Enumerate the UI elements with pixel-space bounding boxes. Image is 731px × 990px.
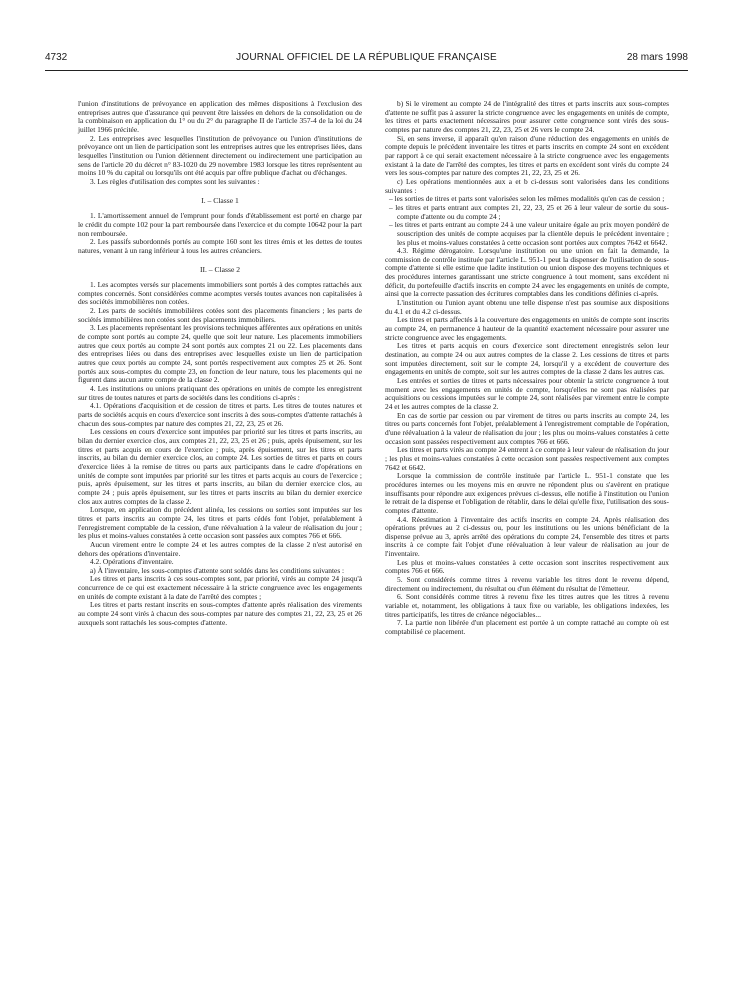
paragraph: 1. L'amortissement annuel de l'emprunt pour fonds d'établissement est porté en charge par le crédit du compte 102 pour la part remboursée dans l'exercice et du compte 10642 pour la part non remboursée. <box>78 211 362 238</box>
paragraph: 3. Les règles d'utilisation des comptes sont les suivantes : <box>90 176 260 186</box>
paragraph: 3. Les placements représentant les provisions techniques afférentes aux opérations en unités de compte sont portés au compte 24, quelle que soit leur nature. Les placements immobiliers autres que ceux portés au compte 24 sont portés aux comptes 21 ou 22. Les placements dans des entreprises liées ou dans des entreprises avec lesquelles existe un lien de participation autres que ceux portés au compte 24, sont portés respectivement aux comptes 25 et 26. Sont portés aux sous-comptes du compte 23, en fonction de leur nature, tous les placements qui ne figurent dans aucun autre compte de la classe 2. <box>78 323 362 385</box>
section-heading: II. – Classe 2 <box>199 264 241 274</box>
paragraph: b) Si le virement au compte 24 de l'intégralité des titres et parts inscrits aux sous-comptes d'attente ne suffit pas à assurer la stricte congruence avec les engagements en unités de compte, les titres et parts exactement nécessaires pour assurer cette congruence sont virés des sous-comptes par nature des comptes 21, 22, 23, 25 et 26 vers le compte 24. <box>385 99 669 134</box>
paragraph: Lorsque la commission de contrôle instituée par l'article L. 951-1 constate que les procédures internes ou les moyens mis en œuvre ne répondent plus ou s'avèrent en pratique insuffisants pour répondre aux exigences prévues ci-dessus, elle notifie à l'institution ou l'union le retrait de la dispense et l'obligation de rétablir, dans le délai qu'elle fixe, l'utilisation des sous-comptes d'attente. <box>385 471 669 515</box>
section-heading: I. – Classe 1 <box>201 195 239 205</box>
paragraph: 5. Sont considérés comme titres à revenu variable les titres dont le revenu dépend, directement ou indirectement, du résultat ou d'un élément du résultat de l'émetteur. <box>385 575 669 593</box>
journal-title: JOURNAL OFFICIEL DE LA RÉPUBLIQUE FRANÇAISE <box>236 52 497 63</box>
paragraph: Les titres et parts virés au compte 24 entrent à ce compte à leur valeur de réalisation du jour ; les plus et moins-values constatées à cette occasion sont passées respectivement aux comptes 7642 et 6642. <box>385 445 669 472</box>
paragraph: En cas de sortie par cession ou par virement de titres ou parts inscrits au compte 24, les titres ou parts concernés font l'objet, préalablement à l'enregistrement comptable de l'opération, d'une réévaluation à la valeur de réalisation du jour ; les plus ou moins-values constatées à cette occasion sont passées respectivement aux comptes 766 et 666. <box>385 410 669 446</box>
issue-date: 28 mars 1998 <box>626 52 688 63</box>
paragraph: 2. Les passifs subordonnés portés au compte 160 sont les titres émis et les dettes de toutes natures, venant à un rang inférieur à tous les autres créanciers. <box>78 237 362 255</box>
paragraph: 6. Sont considérés comme titres à revenu fixe les titres autres que les titres à revenu variable et, notamment, les obligations à taux fixe ou variable, les obligations indexées, les titres participatifs, les titres de créance négociables... <box>385 592 669 619</box>
paragraph: 4.1. Opérations d'acquisition et de cession de titres et parts. Les titres de toutes natures et parts de sociétés acquis en cours d'exercice sont inscrits à des sous-comptes d'attente rattachés à chacun des sous-comptes par nature des comptes 21, 22, 23, 25 et 26. <box>78 401 362 428</box>
paragraph: Les entrées et sorties de titres et parts nécessaires pour obtenir la stricte congruence à tout moment avec les engagements en unités de compte, lorsqu'elles ne sont pas réalisées par acquisitions ou cessions imputées sur le compte 24, sont réalisées par virement entre le compte 24 et les autres comptes de la classe 2. <box>385 376 669 411</box>
paragraph: l'union d'institutions de prévoyance en application des mêmes dispositions à l'exclusion des entreprises autres que d'assurance qui peuvent être laissées en dehors de la consolidation ou de la combinaison en application du 1° ou du 2° du paragraphe II de l'article 357-4 de la loi du 24 juillet 1966 précitée. <box>78 99 362 134</box>
paragraph: Aucun virement entre le compte 24 et les autres comptes de la classe 2 n'est autorisé en dehors des opérations d'inventaire. <box>78 539 362 558</box>
paragraph: c) Les opérations mentionnées aux a et b ci-dessus sont valorisées dans les conditions suivantes : <box>385 176 669 195</box>
page-number: 4732 <box>45 52 68 63</box>
paragraph: – les sorties de titres et parts sont valorisées selon les mêmes modalités qu'en cas de cession ; <box>389 194 665 204</box>
paragraph: a) À l'inventaire, les sous-comptes d'attente sont soldés dans les conditions suivantes : <box>90 565 345 575</box>
paragraph: L'institution ou l'union ayant obtenu une telle dispense n'est pas soumise aux dispositions du 4.1 et du 4.2 ci-dessus. <box>385 298 669 316</box>
paragraph: Les plus et moins-values constatées à cette occasion sont inscrites respectivement aux comptes 766 et 666. <box>385 557 669 576</box>
paragraph: 2. Les entreprises avec lesquelles l'institution de prévoyance ou l'union d'institutions de prévoyance ont un lien de participation sont les entreprises autres que les entreprises liées, dans lesquelles l'institution ou l'union détiennent directement ou indirectement une participation au sens de l'article 20 du décret n° 83-1020 du 29 novembre 1983 lorsque les titres représentent au moins 10 % du capital ou lorsqu'ils ont été acquis par offre publique d'achat ou d'échanges. <box>78 133 362 178</box>
left-column <box>78 100 362 627</box>
paragraph: 4.4. Réestimation à l'inventaire des actifs inscrits en compte 24. Après réalisation des opérations prévues au 2 ci-dessus ou, pour les institutions ou les unions bénéficiant de la dispense prévue au 3, après arrêté des opérations du compte 24, l'ensemble des titres et parts inscrits à ce compte fait l'objet d'une réévaluation à leur valeur de réalisation au jour de l'inventaire. <box>385 514 669 559</box>
paragraph: – les titres et parts entrant au compte 24 à une valeur unitaire égale au prix moyen pondéré de souscription des unités de compte acquises par la clientèle depuis le précédent inventaire ; les plus et moins-values constatées à cette occasion sont portées aux comptes 7642 et 6642. <box>389 220 669 247</box>
right-column <box>385 100 669 637</box>
paragraph: Les titres et parts restant inscrits en sous-comptes d'attente après réalisation des virements au compte 24 sont virés à chacun des sous-comptes par nature des comptes 21, 22, 23, 25 et 26 auxquels sont rattachés les sous-comptes d'attente. <box>78 600 362 627</box>
paragraph: Les titres et parts inscrits à ces sous-comptes sont, par priorité, virés au compte 24 jusqu'à concurrence de ce qui est exactement nécessaire à la stricte congruence avec les engagements en unités de compte existant à la date de l'arrêté des comptes ; <box>78 574 362 601</box>
paragraph: 1. Les acomptes versés sur placements immobiliers sont portés à des comptes rattachés aux comptes concernés. Sont considérées comme acomptes versés toutes avances non capitalisées à des sociétés immobilières non cotées. <box>78 280 362 307</box>
paragraph: Les cessions en cours d'exercice sont imputées par priorité sur les titres et parts inscrits, au bilan du dernier exercice clos, aux comptes 21, 22, 23, 25 et 26 ; puis, après épuisement, sur les titres et parts acquis en cours de l'exercice ; puis, après épuisement, sur les titres et parts inscrits, au bilan du dernier exercice clos, au compte 24. Les sorties de titres et parts en cours d'exercice liées à la remise de titres ou parts aux participants dans le cadre d'opérations en unités de compte sont imputées par priorité sur les titres et parts acquis au cours de l'exercice ; puis, après épuisement, sur les titres et parts inscrits, au bilan du dernier exercice clos, au compte 24 ; puis après épuisement, sur les titres et parts inscrits au bilan du dernier exercice clos aux autres comptes de la classe 2. <box>78 427 362 506</box>
paragraph: Lorsque, en application du précédent alinéa, les cessions ou sorties sont imputées sur les titres et parts inscrits au compte 24, les titres et parts cédés font l'objet, préalablement à l'enregistrement comptable de la cession, d'une réévaluation à la valeur de réalisation du jour ; les plus et moins-values constatées à cette occasion sont passées aux comptes 766 et 666. <box>78 505 362 541</box>
paragraph: 7. La partie non libérée d'un placement est portée à un compte rattaché au compte où est comptabilisé ce placement. <box>385 618 669 637</box>
header-rule <box>45 70 688 71</box>
paragraph: 4.2. Opérations d'inventaire. <box>90 557 174 567</box>
paragraph: 4.3. Régime dérogatoire. Lorsqu'une institution ou une union en fait la demande, la commission de contrôle instituée par l'article L. 951-1 peut la dispenser de l'utilisation de sous-compte d'attente si elle estime que ladite institution ou union dispose des moyens techniques et des procédures internes garantissant une stricte congruence à tout moment, sans excédent ni déficit, du portefeuille d'actifs inscrits en compte 24 avec les engagements en unités de compte, ainsi que la correcte passation des écritures comptables dans les conditions définies ci-après. <box>385 246 669 299</box>
page-header <box>45 52 688 68</box>
paragraph: 4. Les institutions ou unions pratiquant des opérations en unités de compte les enregistrent sur titres de toutes natures et parts de sociétés dans les conditions ci-après : <box>78 384 362 402</box>
paragraph: Les titres et parts affectés à la couverture des engagements en unités de compte sont inscrits au compte 24, en permanence à hauteur de la quantité exactement nécessaire pour assurer une stricte congruence avec les engagements. <box>385 315 669 342</box>
paragraph: 2. Les parts de sociétés immobilières cotées sont des placements financiers ; les parts de sociétés immobilières non cotées sont des placements immobiliers. <box>78 306 362 324</box>
paragraph: Les titres et parts acquis en cours d'exercice sont directement enregistrés selon leur destination, au compte 24 ou aux autres comptes de la classe 2. Les cessions de titres et parts sont imputées directement, soit sur le compte 24, lorsqu'il y a excédent de couverture des engagements en unités de compte, soit sur les autres comptes de la classe 2 dans les autres cas. <box>385 341 669 377</box>
paragraph: Si, en sens inverse, il apparaît qu'en raison d'une réduction des engagements en unités de compte depuis le précédent inventaire les titres et parts inscrits en compte 24 sont en excédent par rapport à ce qui serait exactement nécessaire à la stricte congruence avec les engagements existant à la date de l'arrêté des comptes, les titres et parts en excédent sont virés du compte 24 vers les sous-comptes par nature des comptes 21, 22, 23, 25 et 26. <box>385 133 669 178</box>
paragraph: – les titres et parts entrant aux comptes 21, 22, 23, 25 et 26 à leur valeur de sortie du sous-compte d'attente ou du compte 24 ; <box>389 202 669 221</box>
